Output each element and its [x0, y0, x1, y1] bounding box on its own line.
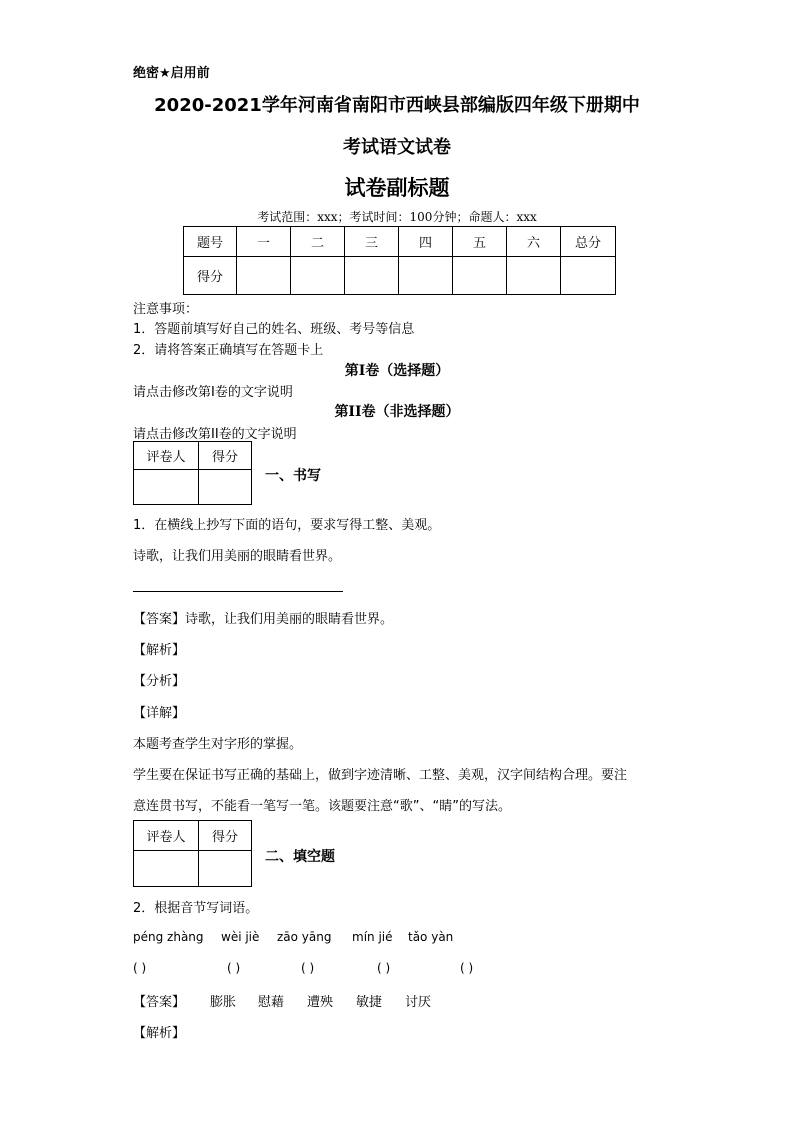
- answer-2-label: 【答案】: [133, 995, 186, 1010]
- answer-word: 讨厌: [405, 995, 432, 1010]
- question-2: 2．根据音节写词语。: [133, 901, 259, 916]
- score-row-label: 得分: [184, 257, 237, 295]
- section2-title: 二、填空题: [265, 849, 335, 865]
- question-1-sentence: 诗歌，让我们用美丽的眼睛看世界。: [133, 549, 342, 564]
- jiexi-label: 【解析】: [133, 643, 186, 658]
- section1-title: 一、书写: [265, 468, 321, 484]
- exam-title-line2: 考试语文试卷: [343, 137, 451, 158]
- part1-desc: 请点击修改第I卷的文字说明: [133, 385, 293, 400]
- part2-title: 第II卷（非选择题）: [334, 404, 460, 420]
- score-header-cell: 题号: [184, 227, 237, 257]
- grader-cell[interactable]: [134, 851, 199, 887]
- detail-line: 学生要在保证书写正确的基础上，做到字迹清晰、工整、美观，汉字间结构合理。要注: [133, 768, 628, 783]
- score-label: 得分: [199, 821, 252, 851]
- score-header-cell: 三: [345, 227, 399, 257]
- grader-label: 评卷人: [134, 821, 199, 851]
- grader-label: 评卷人: [134, 442, 199, 470]
- answer-word: 敏捷: [356, 995, 383, 1010]
- score-header-cell: 总分: [561, 227, 616, 257]
- pinyin-item: tǎo yàn: [408, 930, 454, 944]
- part1-title: 第I卷（选择题）: [344, 363, 450, 379]
- jiexi-label-2: 【解析】: [133, 1026, 186, 1041]
- score-cell[interactable]: [507, 257, 561, 295]
- score-cell[interactable]: [399, 257, 453, 295]
- score-cell[interactable]: [453, 257, 507, 295]
- secret-label: 绝密★启用前: [133, 66, 210, 81]
- score-header-cell: 五: [453, 227, 507, 257]
- score-cell[interactable]: [291, 257, 345, 295]
- score-header-cell: 一: [237, 227, 291, 257]
- pinyin-item: zāo yāng: [277, 930, 332, 944]
- question-1: 1．在横线上抄写下面的语句，要求写得工整、美观。: [133, 518, 441, 533]
- score-cell[interactable]: [199, 851, 252, 887]
- pinyin-item: péng zhàng: [133, 930, 204, 944]
- score-header-cell: 四: [399, 227, 453, 257]
- score-cell[interactable]: [199, 470, 252, 505]
- answer-word: 膨胀: [210, 995, 237, 1010]
- answer-blank[interactable]: ( ): [227, 961, 241, 975]
- score-cell[interactable]: [237, 257, 291, 295]
- note-item: 1．答题前填写好自己的姓名、班级、考号等信息: [133, 322, 415, 337]
- answer-1: 【答案】诗歌，让我们用美丽的眼睛看世界。: [133, 612, 394, 627]
- exam-title-line1: 2020-2021学年河南省南阳市西峡县部编版四年级下册期中: [154, 95, 640, 116]
- score-label: 得分: [199, 442, 252, 470]
- answer-writing-line[interactable]: [133, 591, 343, 592]
- pinyin-item: mín jié: [352, 930, 393, 944]
- exam-info: 考试范围：xxx；考试时间：100分钟；命题人：xxx: [257, 210, 537, 224]
- score-header-cell: 六: [507, 227, 561, 257]
- score-header-cell: 二: [291, 227, 345, 257]
- exam-subtitle: 试卷副标题: [344, 176, 450, 200]
- grader-table-1: [133, 441, 252, 505]
- score-cell[interactable]: [561, 257, 616, 295]
- note-item: 2．请将答案正确填写在答题卡上: [133, 343, 324, 358]
- answer-blank[interactable]: ( ): [460, 961, 474, 975]
- part2-desc: 请点击修改第II卷的文字说明: [133, 427, 297, 442]
- score-table: [183, 226, 616, 295]
- score-cell[interactable]: [345, 257, 399, 295]
- answer-blank[interactable]: ( ): [377, 961, 391, 975]
- detail-line: 本题考查学生对字形的掌握。: [133, 737, 303, 752]
- pinyin-item: wèi jiè: [221, 930, 260, 944]
- answer-word: 遭殃: [307, 995, 334, 1010]
- grader-table-2: [133, 820, 252, 887]
- answer-blank[interactable]: ( ): [133, 961, 147, 975]
- grader-cell[interactable]: [134, 470, 199, 505]
- fenxi-label: 【分析】: [133, 674, 186, 689]
- notes-heading: 注意事项：: [133, 302, 199, 317]
- detail-line: 意连贯书写，不能看一笔写一笔。该题要注意“歌”、“睛”的写法。: [133, 799, 511, 814]
- answer-word: 慰藉: [258, 995, 285, 1010]
- xiangjie-label: 【详解】: [133, 706, 186, 721]
- answer-blank[interactable]: ( ): [301, 961, 315, 975]
